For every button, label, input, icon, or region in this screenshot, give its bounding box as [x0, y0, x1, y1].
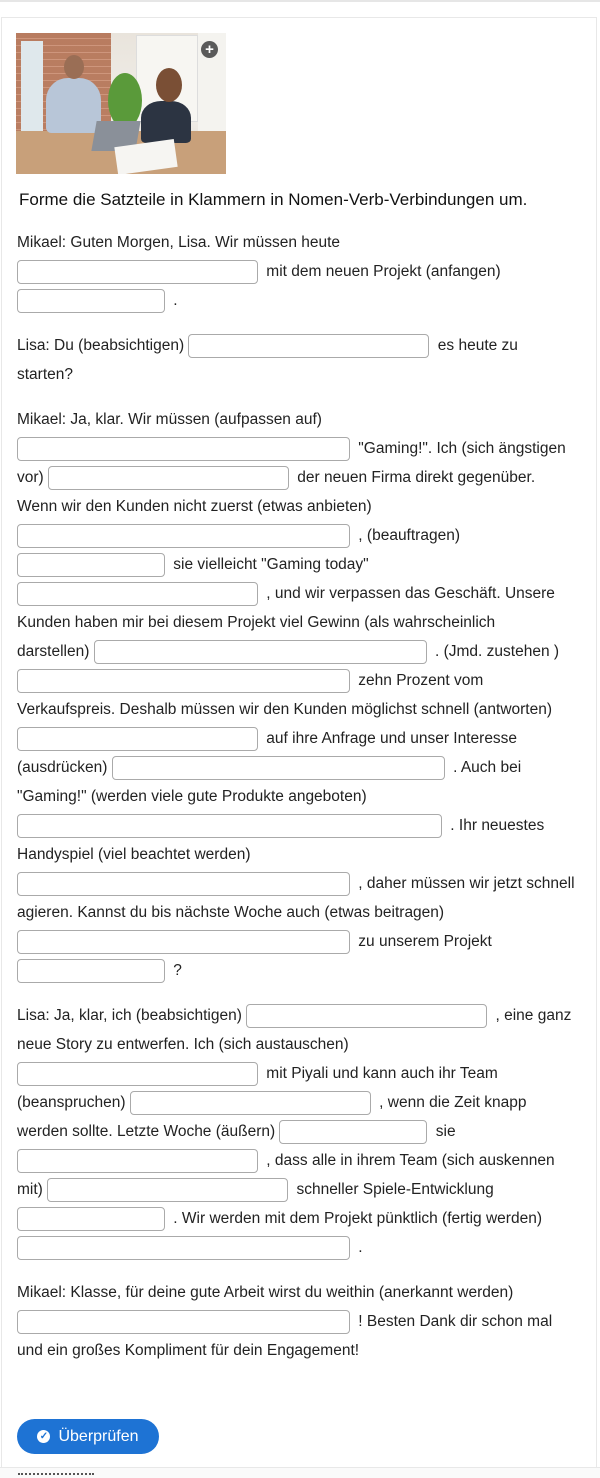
- gap-input-15[interactable]: [17, 930, 350, 954]
- gap-input-7[interactable]: [17, 553, 165, 577]
- text-line: [17, 608, 585, 637]
- text: . Auch bei: [448, 759, 522, 776]
- top-divider: [0, 0, 600, 2]
- gap-input-22[interactable]: [47, 1178, 288, 1202]
- text-line: [17, 1278, 585, 1307]
- exercise-image[interactable]: [16, 33, 226, 174]
- text-line: [17, 956, 585, 985]
- text-line: [17, 724, 585, 753]
- text: , dass alle in ihrem Team (sich auskennen: [262, 1152, 555, 1169]
- text: werden sollte. Letzte Woche (äußern): [17, 1123, 280, 1140]
- text: Verkaufspreis. Deshalb müssen wir den Kunden möglichst schnell (antworten): [17, 701, 553, 718]
- text: darstellen): [17, 643, 94, 660]
- text-line: [17, 753, 585, 782]
- text: der neuen Firma direkt gegenüber.: [293, 469, 536, 486]
- text: zu unserem Projekt: [354, 933, 492, 950]
- text: "Gaming!" (werden viele gute Produkte angeboten): [17, 788, 367, 805]
- text: agieren. Kannst du bis nächste Woche auch (etwas beitragen): [17, 904, 445, 921]
- instruction-text: Forme die Satzteile in Klammern in Nomen-Verb-Verbindungen um.: [19, 190, 528, 209]
- text-line: [17, 228, 585, 257]
- text: Kunden haben mir bei diesem Projekt viel Gewinn (als wahrscheinlich: [17, 614, 496, 631]
- text: . (Jmd. zustehen ): [430, 643, 560, 660]
- gap-input-12[interactable]: [112, 756, 445, 780]
- text: , und wir verpassen das Geschäft. Unsere: [262, 585, 555, 602]
- text: Mikael: Klasse, für deine gute Arbeit wirst du weithin (anerkannt werden): [17, 1284, 514, 1301]
- text-line: [17, 492, 585, 521]
- text-line: [17, 927, 585, 956]
- gap-input-24[interactable]: [17, 1236, 350, 1260]
- gap-input-20[interactable]: [279, 1120, 427, 1144]
- text-line: [17, 898, 585, 927]
- text-line: [17, 1146, 585, 1175]
- text: (ausdrücken): [17, 759, 112, 776]
- text: Mikael: Ja, klar. Wir müssen (aufpassen auf): [17, 411, 322, 428]
- text: (beanspruchen): [17, 1094, 130, 1111]
- text: starten?: [17, 366, 74, 383]
- text-line: [17, 666, 585, 695]
- text: neue Story zu entwerfen. Ich (sich austauschen): [17, 1036, 349, 1053]
- gap-input-2[interactable]: [17, 289, 165, 313]
- text-line: [17, 550, 585, 579]
- text-line: [17, 331, 585, 360]
- text-line: [17, 434, 585, 463]
- text: , eine ganz: [491, 1007, 572, 1024]
- gap-input-1[interactable]: [17, 260, 258, 284]
- text: und ein großes Kompliment für dein Engagement!: [17, 1342, 360, 1359]
- gap-input-11[interactable]: [17, 727, 258, 751]
- text-line: [17, 695, 585, 724]
- text: Mikael: Guten Morgen, Lisa. Wir müssen heute: [17, 234, 341, 251]
- text-line: [17, 360, 585, 389]
- text-line: [17, 405, 585, 434]
- gap-input-13[interactable]: [17, 814, 442, 838]
- text-line: [17, 1030, 585, 1059]
- text: auf ihre Anfrage und unser Interesse: [262, 730, 518, 747]
- text-line: [17, 257, 585, 286]
- check-circle-icon: ✓: [37, 1430, 50, 1443]
- text-line: [17, 1336, 585, 1365]
- text-line: [17, 1307, 585, 1336]
- text: vor): [17, 469, 48, 486]
- gap-input-17[interactable]: [246, 1004, 487, 1028]
- footer-strip: [0, 1468, 600, 1478]
- text: Handyspiel (viel beachtet werden): [17, 846, 251, 863]
- text-line: [17, 1233, 585, 1262]
- text: . Wir werden mit dem Projekt pünktlich (fertig werden): [169, 1210, 542, 1227]
- text: Wenn wir den Kunden nicht zuerst (etwas anbieten): [17, 498, 372, 515]
- text-line: [17, 1001, 585, 1030]
- text-line: [17, 1088, 585, 1117]
- text-line: [17, 840, 585, 869]
- check-button-label: Überprüfen: [58, 1427, 139, 1445]
- gap-input-4[interactable]: [17, 437, 350, 461]
- gap-input-25[interactable]: [17, 1310, 350, 1334]
- text: , (beauftragen): [354, 527, 460, 544]
- text: "Gaming!". Ich (sich ängstigen: [354, 440, 566, 457]
- gap-input-8[interactable]: [17, 582, 258, 606]
- text-line: [17, 1059, 585, 1088]
- gap-input-21[interactable]: [17, 1149, 258, 1173]
- text-line: [17, 811, 585, 840]
- text: . Ihr neuestes: [446, 817, 545, 834]
- gap-input-23[interactable]: [17, 1207, 165, 1231]
- text-line: [17, 869, 585, 898]
- text-line: [17, 637, 585, 666]
- text: ! Besten Dank dir schon mal: [354, 1313, 553, 1330]
- text-line: [17, 1175, 585, 1204]
- text: zehn Prozent vom: [354, 672, 484, 689]
- text: Lisa: Du (beabsichtigen): [17, 337, 189, 354]
- text: Lisa: Ja, klar, ich (beabsichtigen): [17, 1007, 247, 1024]
- text-line: [17, 286, 585, 315]
- gap-input-18[interactable]: [17, 1062, 258, 1086]
- text: sie vielleicht "Gaming today": [169, 556, 369, 573]
- text: es heute zu: [433, 337, 518, 354]
- text: ?: [169, 962, 182, 979]
- text: .: [354, 1239, 363, 1256]
- text: mit dem neuen Projekt (anfangen): [262, 263, 501, 280]
- gap-input-3[interactable]: [188, 334, 429, 358]
- gap-input-5[interactable]: [48, 466, 289, 490]
- text: mit): [17, 1181, 48, 1198]
- gap-input-19[interactable]: [130, 1091, 371, 1115]
- text-line: [17, 1204, 585, 1233]
- text: sie: [431, 1123, 456, 1140]
- text: mit Piyali und kann auch ihr Team: [262, 1065, 498, 1082]
- gap-input-16[interactable]: [17, 959, 165, 983]
- text-line: [17, 521, 585, 550]
- gap-input-10[interactable]: [17, 669, 350, 693]
- gap-input-14[interactable]: [17, 872, 350, 896]
- gap-input-6[interactable]: [17, 524, 350, 548]
- text: schneller Spiele-Entwicklung: [292, 1181, 494, 1198]
- text: , daher müssen wir jetzt schnell: [354, 875, 575, 892]
- plus-circle-icon[interactable]: +: [201, 41, 218, 58]
- text-line: [17, 579, 585, 608]
- text-line: [17, 782, 585, 811]
- check-button[interactable]: [17, 1419, 159, 1454]
- text: , wenn die Zeit knapp: [374, 1094, 527, 1111]
- dialogue: [17, 228, 585, 1365]
- gap-input-9[interactable]: [94, 640, 427, 664]
- text-line: [17, 1117, 585, 1146]
- text-line: [17, 463, 585, 492]
- text: .: [169, 292, 178, 309]
